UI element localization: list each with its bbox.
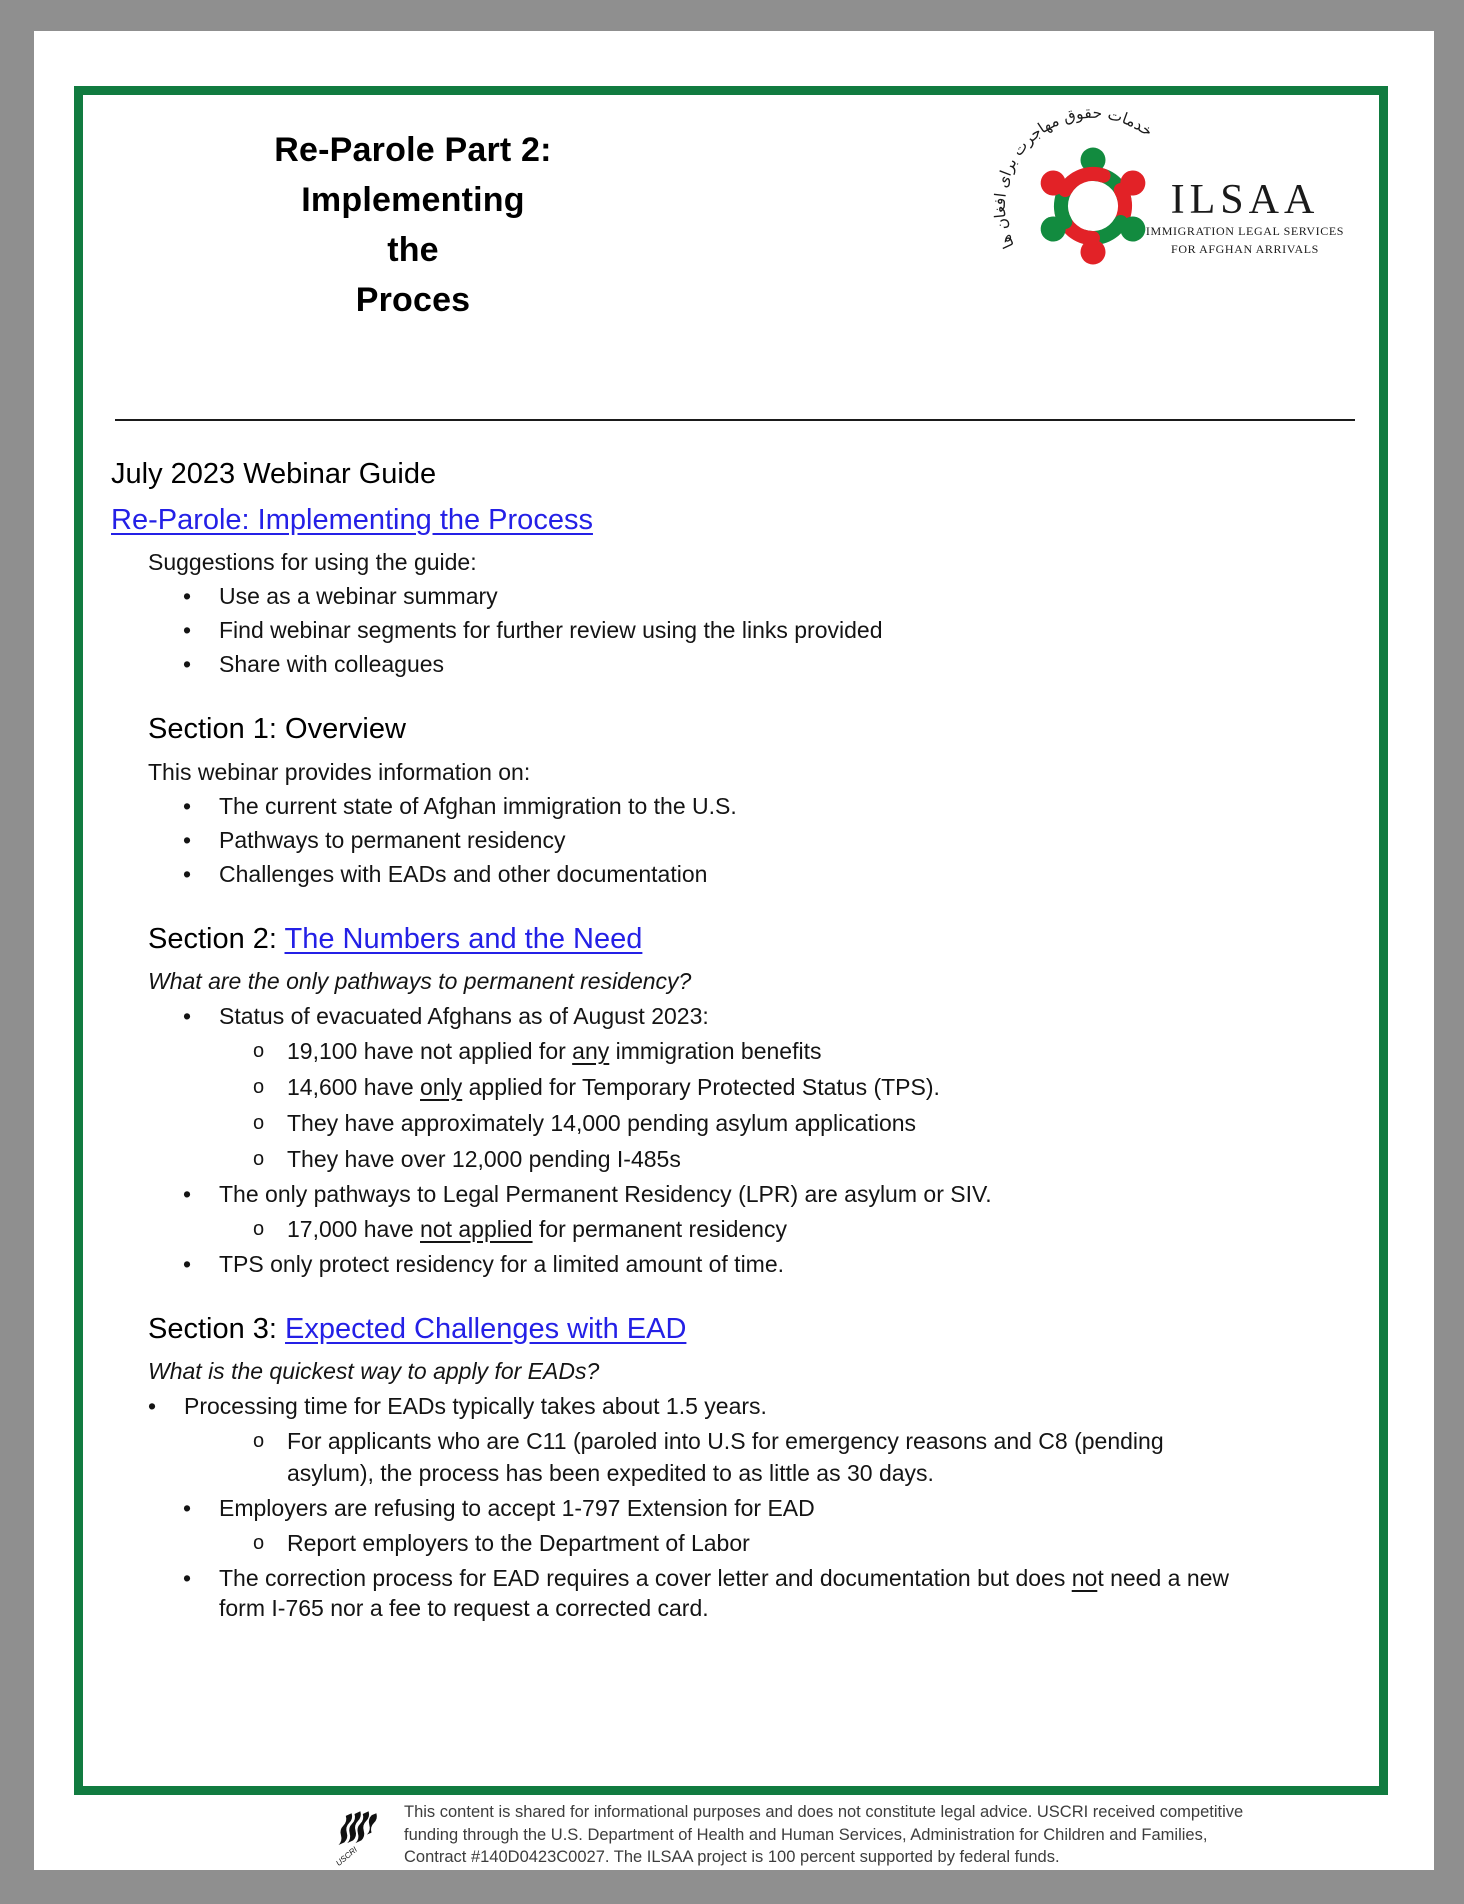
sub-list-item [253,1527,1339,1559]
circle-bullet-icon: o [253,1112,265,1134]
sub-list-item-text: They have over 12,000 pending I-485s [287,1146,681,1172]
list-item [148,1391,1339,1421]
footer-line: funding through the U.S. Department of Health and Human Services, Administration for Children and Families, [404,1825,1208,1844]
section-2-question: What are the only pathways to permanent residency? [148,968,692,994]
footer-disclaimer [404,1801,1243,1869]
circle-bullet-icon: o [253,1218,265,1240]
text-segment: for permanent residency [532,1216,787,1242]
list-item-text: Status of evacuated Afghans as of August 2023: [219,1003,709,1029]
list-item [183,1001,1339,1031]
section-2-heading [148,919,1339,959]
sub-list-item [253,1107,1339,1139]
underlined-text: only [420,1074,463,1100]
title-line: Proces [355,281,471,319]
logo-acronym: ILSAA [1170,177,1320,223]
content-frame [74,86,1388,1795]
text-segment: applied for Temporary Protected Status (TPS). [462,1074,940,1100]
circle-bullet-icon: o [253,1532,265,1554]
title-line: Re-Parole Part 2: [274,131,552,169]
section-3-question: What is the quickest way to apply for EADs? [148,1358,600,1384]
bullet-icon: • [183,793,192,819]
circle-bullet-icon: o [253,1040,265,1062]
list-item [183,1493,1339,1523]
sub-list-item-text [287,1071,940,1103]
text-segment: t need a new form I-765 nor a fee to request a corrected card. [219,1565,1230,1621]
bullet-icon: • [183,861,192,887]
bullet-icon: • [183,1495,192,1521]
text-segment: 17,000 have [287,1216,421,1242]
circle-bullet-icon: o [253,1430,265,1452]
sub-list-item-text [287,1035,821,1067]
sub-list-item [253,1071,1339,1103]
circle-bullet-icon: o [253,1148,265,1170]
title-line: the [387,231,439,269]
guide-content [83,455,1379,1623]
list-item-text: Find webinar segments for further review using the links provided [219,617,883,643]
bullet-icon: • [183,617,192,643]
text-segment: immigration benefits [609,1038,822,1064]
title-section [83,95,1379,419]
logo-arc-text: خدمات حقوق مهاجرت برای افغان ها [990,103,1157,252]
sub-list-item-text: For applicants who are C11 (paroled into U.S for emergency reasons and C8 (pending asylum), the process has been expedited to as little as 30 days. [287,1428,1164,1486]
list-item [183,859,1339,889]
list-item [183,649,1339,679]
logo-tagline-1: IMMIGRATION LEGAL SERVICES [1145,224,1343,238]
sub-list-item [253,1143,1339,1175]
sub-list-item-text: They have approximately 14,000 pending asylum applications [287,1110,917,1136]
list-item-text: Challenges with EADs and other documentation [219,861,708,887]
list-item-text: Use as a webinar summary [219,583,498,609]
list-item-text: The only pathways to Legal Permanent Residency (LPR) are asylum or SIV. [219,1181,992,1207]
list-item-text: Employers are refusing to accept 1-797 Extension for EAD [219,1495,815,1521]
uscri-logo-label: USCRI [334,1845,360,1868]
logo-tagline-2: FOR AFGHAN ARRIVALS [1171,242,1319,256]
text-segment: The correction process for EAD requires a cover letter and documentation but does [219,1565,1072,1591]
list-item [183,1179,1339,1209]
bullet-icon: • [183,651,192,677]
list-item-text: The current state of Afghan immigration to the U.S. [219,793,737,819]
ilsaa-logo [943,101,1343,311]
bullet-icon: • [183,1003,192,1029]
ilsaa-logo-graphic [943,101,1343,311]
list-item-text: Share with colleagues [219,651,445,677]
uscri-logo-icon [332,1807,380,1869]
underlined-text: not applied [420,1216,533,1242]
list-item [183,1249,1339,1279]
list-item-text [219,1563,1249,1623]
footer-line: This content is shared for informational purposes and does not constitute legal advice. USCRI received competitive [404,1803,1244,1821]
section-3-heading [148,1309,1339,1349]
text-segment: 19,100 have not applied for [287,1038,573,1064]
section-1-lead: This webinar provides information on: [148,759,531,785]
title-divider [115,419,1355,421]
section-3-prefix: Section 3: [148,1313,286,1345]
bullet-icon: • [183,583,192,609]
section-2-link[interactable]: The Numbers and the Need [284,923,643,955]
people-circle-icon [1027,148,1160,265]
bullet-icon: • [183,1565,192,1591]
list-item [183,615,1339,645]
sub-list-item-text [287,1213,787,1245]
bullet-icon: • [148,1393,157,1419]
footer [332,1801,1243,1869]
list-item [183,581,1339,611]
sub-list-item [253,1213,1339,1245]
sub-list-item-text: Report employers to the Department of Labor [287,1530,750,1556]
list-item-text: Pathways to permanent residency [219,827,566,853]
sub-list-item [253,1425,1339,1489]
text-segment: 14,600 have [287,1074,421,1100]
main-webinar-link[interactable]: Re-Parole: Implementing the Process [111,504,593,536]
underlined-text: any [572,1038,610,1064]
circle-bullet-icon: o [253,1076,265,1098]
guide-heading: July 2023 Webinar Guide [111,458,437,490]
section-2-prefix: Section 2: [148,923,285,955]
list-item-text: Processing time for EADs typically takes about 1.5 years. [184,1393,767,1419]
underlined-text: no [1071,1565,1098,1591]
list-item [183,1563,1339,1623]
list-item-text: TPS only protect residency for a limited amount of time. [219,1251,785,1277]
section-3-link[interactable]: Expected Challenges with EAD [285,1313,687,1345]
title-line: Implementing [301,181,525,219]
document-title [173,125,653,325]
list-item [183,791,1339,821]
bullet-icon: • [183,827,192,853]
footer-line: Contract #140D0423C0027. The ILSAA project is 100 percent supported by federal funds. [404,1848,1060,1866]
intro-lead: Suggestions for using the guide: [148,549,477,575]
bullet-icon: • [183,1181,192,1207]
bullet-icon: • [183,1251,192,1277]
section-1-heading: Section 1: Overview [148,713,406,745]
sub-list-item [253,1035,1339,1067]
list-item [183,825,1339,855]
document-page [34,31,1434,1870]
